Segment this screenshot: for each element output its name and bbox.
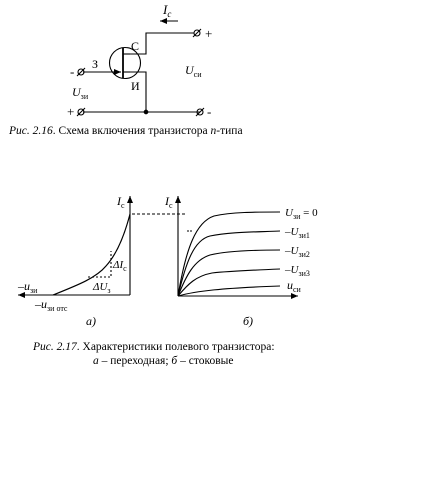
cutoff-label: $-u_{зи отс}$ [35, 297, 68, 313]
source-label: И [131, 79, 140, 93]
transfer-curve [53, 214, 130, 295]
output-xlabel: $u_{си}$ [287, 278, 301, 294]
fig216-caption-prefix: Рис. 2.16 [9, 125, 53, 137]
source-minus-label: - [207, 104, 212, 119]
output-curve-4 [178, 269, 280, 296]
fig217-caption-b-text: – стоковые [177, 355, 234, 367]
fig217-caption-b: б [171, 355, 178, 367]
curve-label-3: $-U_{зи3}$ [285, 264, 310, 278]
fig216-caption [9, 125, 243, 137]
gate-minus-label: - [70, 64, 75, 79]
output-curve-5 [178, 286, 280, 296]
junction-dot [144, 110, 148, 114]
gate-plus-label: + [67, 104, 75, 119]
curve-label-0: $U_{зи} = 0$ [285, 207, 318, 221]
vgs-label: $U_{зи}$ [72, 85, 89, 101]
transfer-xlabel: $-u_{зи}$ [18, 279, 38, 295]
fig216-caption-text: . Схема включения транзистора [52, 125, 211, 137]
output-curve-1 [178, 212, 280, 296]
gate-label: З [92, 57, 99, 71]
fig217-caption-line2 [93, 355, 233, 367]
curve-label-1: $-U_{зи1}$ [285, 226, 310, 240]
drain-wire [130, 33, 194, 54]
delta-i-label: $\Delta I_c$ [113, 259, 127, 273]
fig216-caption-n: n [210, 125, 217, 137]
fig217-caption-text: . Характеристики полевого транзистора: [76, 341, 275, 353]
drain-label: С [131, 39, 140, 53]
delta-u-label: $\Delta U_з$ [93, 281, 111, 295]
panel-a-label: а) [86, 314, 96, 328]
fig217-caption-prefix: Рис. 2.17 [33, 341, 77, 353]
drain-plus-label: + [205, 26, 213, 41]
fig217-caption-a-text: – переходная; [98, 355, 172, 367]
transfer-ylabel: $I_c$ [117, 194, 125, 210]
curve-label-2: $-U_{зи2}$ [285, 245, 310, 259]
panel-b-label: б) [243, 314, 254, 328]
output-ylabel: $I_c$ [165, 194, 173, 210]
fig217-caption-a: а [93, 355, 99, 367]
fig216-caption-suffix: -типа [216, 125, 243, 137]
output-characteristics [178, 196, 298, 296]
vds-label: $U_{си}$ [185, 63, 202, 79]
current-label: $I_c$ [163, 2, 172, 19]
fig217-caption-line1 [33, 341, 275, 353]
